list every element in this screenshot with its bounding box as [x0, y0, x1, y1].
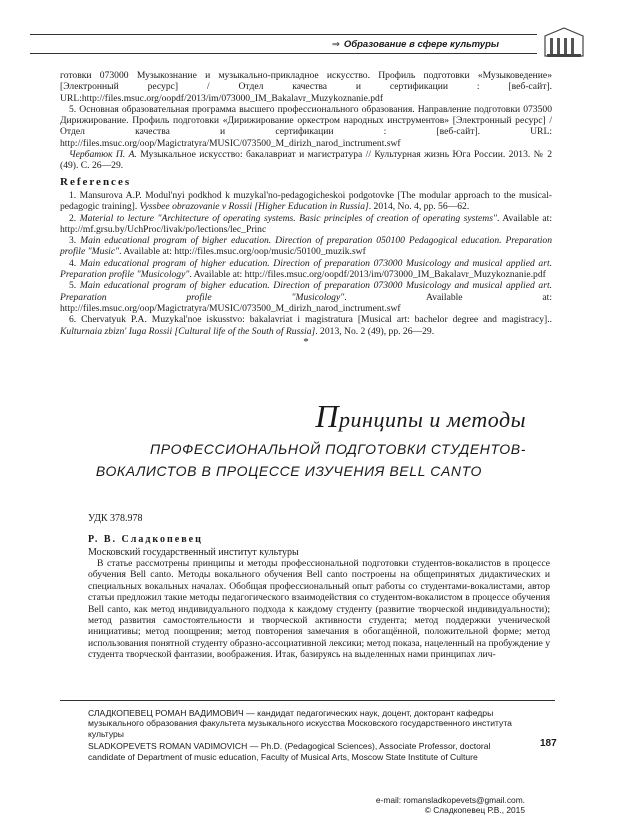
running-header — [30, 34, 537, 54]
section-label: Образование в сфере культуры — [343, 38, 499, 50]
arrow-icon: ⇒ — [331, 38, 340, 50]
article-meta — [88, 512, 299, 559]
ref-ru-6-rest: Музыкальное искусство: бакалавриат и магистратура // Культурная жизнь Юга России. 2013. № 2 (49). С. 26—29. — [60, 149, 552, 172]
ref-ru-6-author: Чербатюк П. А. — [69, 149, 137, 161]
ref-ru-4-tail: готовки 073000 Музыкознание и музыкально-прикладное искусство. Профиль подготовки «Музыковедение» [Электронный ресурс] / Отдел качества и сертификации : [веб-сайт]. URL:http://files.msuc.org/oopdf/2013/im/073000_IM_Bakalavr_Muzykoznanie.pdf — [60, 70, 552, 104]
ref-ru-5: 5. Основная образовательная программа высшего профессионального образования. Направление подготовки 073500 Дирижирование. Профиль подготовки «Дирижирование оркестром народных инструментов» [Электронный ресурс] / Отдел качества и сертификации : [веб-сайт]. URL: http://files.msuc.org/oop/Magictratyra/MUSIC/073500_M_dirizh_narod_inctrument.swf — [60, 103, 552, 149]
section-separator: * — [303, 335, 309, 348]
author-institution: Московский государственный институт культуры — [88, 547, 299, 558]
footnote-en: SLADKOPEVETS ROMAN VADIMOVICH — Ph.D. (Pedagogical Sciences), Associate Professor, doctoral candidate of Department of music education, Faculty of Musical Arts, Moscow State Institute of Culture — [88, 741, 491, 762]
page-number: 187 — [540, 738, 557, 749]
article-title — [60, 398, 552, 479]
section-title — [332, 39, 537, 50]
title-line-1: Принципы и методы — [315, 398, 526, 434]
ref-en-5: 5. Main educational program of bigher education. Direction of preparation 073000 Musicology and musical applied art. Preparation profile "Musicology". Available at: http://files.msuc.org/oop/Magictratyra/MUSIC/073500_M_dirizh_narod_inctrument.swf — [60, 280, 553, 314]
title-line-3: ВОКАЛИСТОВ В ПРОЦЕССЕ ИЗУЧЕНИЯ BELL CANTO — [95, 463, 482, 479]
footnote-divider — [60, 700, 555, 701]
author-footnote — [88, 708, 528, 764]
ref-en-4: 4. Main educational program of higher education. Direction of preparation 073000 Musicology and musical applied art. Preparation profile "Musicology". Available at: http://files.msuc.org/oopdf/2013/im/073000_IM_Bakalavr_Muzykoznanie.pdf — [60, 257, 553, 281]
author-name: Р. В. Сладкопевец — [88, 534, 203, 545]
ref-en-6: 6. Chervatyuk P.A. Muzykal'noe iskusstvo: bakalavriat i magistratura [Musical art: bachelor degree and magistracy].. Kulturnaia zbizn' Iuga Rossii [Cultural life of the South of Russia]. 2013, No. 2 (49), pp. 26—29. — [60, 314, 552, 337]
ref-en-2: 2. Material to lecture "Architecture of operating systems. Basic principles of creation of operating systems". Available at: http://mf.grsu.by/UchProc/livak/po/lections/lec_Princ — [60, 212, 552, 235]
udk-code: УДК 378.978 — [88, 513, 143, 524]
ref-en-3: 3. Main educational program of bigher education. Direction of preparation 050100 Pedagogical education. Preparation profile "Music". Available at: http://files.msuc.org/oop/music/50100_muzik.swf — [60, 235, 552, 258]
ref-en-1: 1. Mansurova A.P. Modul'nyi podkhod k muzykal'no-pedagogicheskoi podgotovke [The modular approach to the musical-pedagogic training]. Vyssbee obrazovanie v Rossii [Higher Education in Russia]. 2014, No. 4, pp. 56—62. — [60, 189, 552, 213]
title-line-2: ПРОФЕССИОНАЛЬНОЙ ПОДГОТОВКИ СТУДЕНТОВ- — [149, 441, 526, 457]
abstract-text: В статье рассмотрены принципы и методы профессиональной подготовки студентов-вокалистов в процессе обучения Bell canto. Методы вокального обучения Bell canto построены на общепринятых дидактических и специальных вокальных началах. Обобщая профессиональный опыт работы со студентами-вокалистами, автор статьи предложил такие методы педагогического взаимодействия со студентом-вокалистом в процессе обучения Bell canto, как метод индивидуального подхода к каждому студенту (развитие творческой индивидуальности); метод развития самостоятельности и творческой активности студента; метод поддержки ученической инициативы; метод поощрения; метод повторения замечания в обогащённой, положительной форме; метод использования понятной студенту образно-ассоциативной лексики; метод показа, нацеленный на пробуждение у студента творческой фантазии, воображения. Итак, базируясь на выделенных нами принципах лич- — [88, 558, 550, 661]
contact-block — [376, 795, 525, 815]
footnote-ru: СЛАДКОПЕВЕЦ РОМАН ВАДИМОВИЧ — кандидат педагогических наук, доцент, докторант кафедры музыкального образования факультета музыкального искусства Московского государственного института культуры — [88, 708, 512, 739]
author-email[interactable]: e-mail: romansladkopevets@gmail.com. — [375, 795, 525, 805]
copyright: © Сладкопевец Р.В., 2015 — [424, 805, 525, 815]
abstract — [88, 558, 550, 661]
columns-logo-icon — [541, 26, 587, 60]
ref-ru-6 — [60, 149, 552, 172]
reference-list-ru — [60, 70, 552, 348]
references-heading: References — [60, 175, 132, 188]
